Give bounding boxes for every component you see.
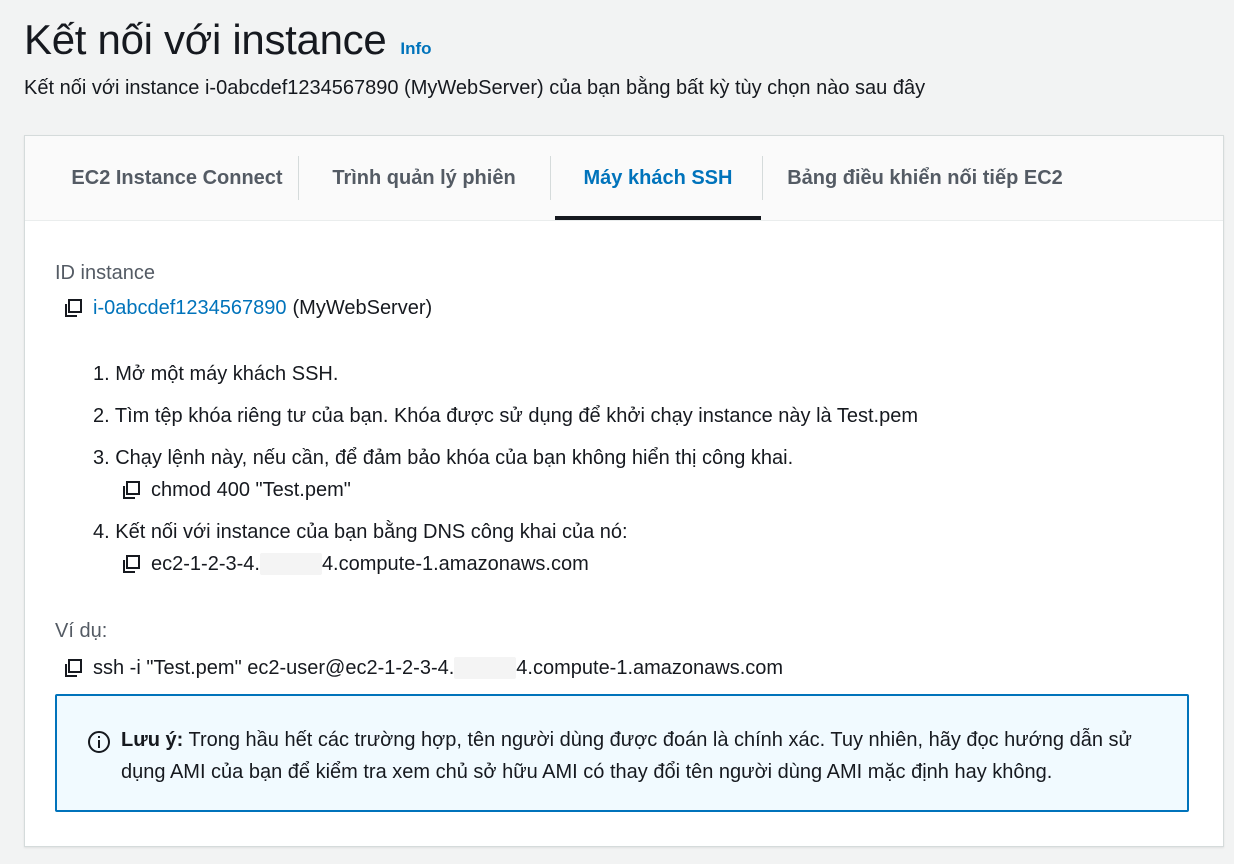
step-text: 3. Chạy lệnh này, nếu cần, để đảm bảo khóa của bạn không hiển thị công khai. — [93, 447, 794, 469]
example-command-suffix: 4.compute-1.amazonaws.com — [516, 657, 784, 679]
ssh-client-content — [55, 260, 1193, 682]
note-alert — [55, 694, 1189, 812]
instance-id-row — [55, 294, 1193, 322]
tab-separator — [550, 156, 551, 200]
chmod-command: chmod 400 "Test.pem" — [151, 479, 351, 501]
tab-ssh-client[interactable]: Máy khách SSH — [555, 136, 761, 220]
instance-id-label: ID instance — [55, 262, 156, 284]
tab-ec2-instance-connect[interactable]: EC2 Instance Connect — [71, 166, 283, 189]
page-header — [24, 14, 1210, 102]
copy-icon[interactable] — [121, 480, 141, 500]
example-label: Ví dụ: — [55, 620, 108, 642]
instance-id-link[interactable]: i-0abcdef1234567890 — [93, 297, 287, 319]
step-item — [93, 518, 1193, 578]
step-text: 4. Kết nối với instance của bạn bằng DNS công khai của nó: — [93, 521, 628, 543]
step-text: 2. Tìm tệp khóa riêng tư của bạn. Khóa được sử dụng để khởi chạy instance này là Test.pem — [93, 405, 919, 427]
redacted-segment — [260, 553, 322, 575]
info-link[interactable]: Info — [400, 39, 432, 58]
instance-name: (MyWebServer) — [292, 297, 433, 319]
page-title: Kết nối với instance — [24, 16, 387, 63]
dns-suffix: 4.compute-1.amazonaws.com — [321, 553, 589, 575]
alert-text — [121, 724, 1157, 788]
step-item — [93, 402, 1193, 430]
redacted-segment — [454, 657, 516, 679]
dns-row — [93, 550, 1193, 578]
step-item — [93, 444, 1193, 504]
tab-bar — [25, 136, 1223, 221]
copy-icon[interactable] — [121, 554, 141, 574]
tab-session-manager[interactable]: Trình quản lý phiên — [332, 166, 516, 189]
title-row — [24, 14, 1210, 66]
example-command-prefix: ssh -i "Test.pem" ec2-user@ec2-1-2-3-4. — [93, 657, 455, 679]
copy-icon[interactable] — [63, 298, 83, 318]
dns-prefix: ec2-1-2-3-4. — [151, 553, 260, 575]
chmod-command-row — [93, 476, 1193, 504]
connect-panel — [24, 135, 1224, 847]
page-subtitle: Kết nối với instance i-0abcdef1234567890 (MyWebServer) của bạn bằng bất kỳ tùy chọn nào sau đây — [24, 77, 926, 99]
step-item — [93, 360, 1193, 388]
copy-icon[interactable] — [63, 658, 83, 678]
info-circle-icon — [87, 730, 111, 754]
alert-body: Trong hầu hết các trường hợp, tên người dùng được đoán là chính xác. Tuy nhiên, hãy đọc hướng dẫn sử dụng AMI của bạn để kiểm tra xem chủ sở hữu AMI có thay đổi tên người dùng AMI mặc định hay không. — [121, 729, 1132, 783]
tab-ec2-serial-console[interactable]: Bảng điều khiển nối tiếp EC2 — [787, 166, 1063, 189]
alert-title: Lưu ý: — [121, 729, 184, 751]
tab-separator — [762, 156, 763, 200]
example-command-row — [55, 654, 1193, 682]
step-text: 1. Mở một máy khách SSH. — [93, 363, 339, 385]
steps-list — [55, 360, 1193, 578]
